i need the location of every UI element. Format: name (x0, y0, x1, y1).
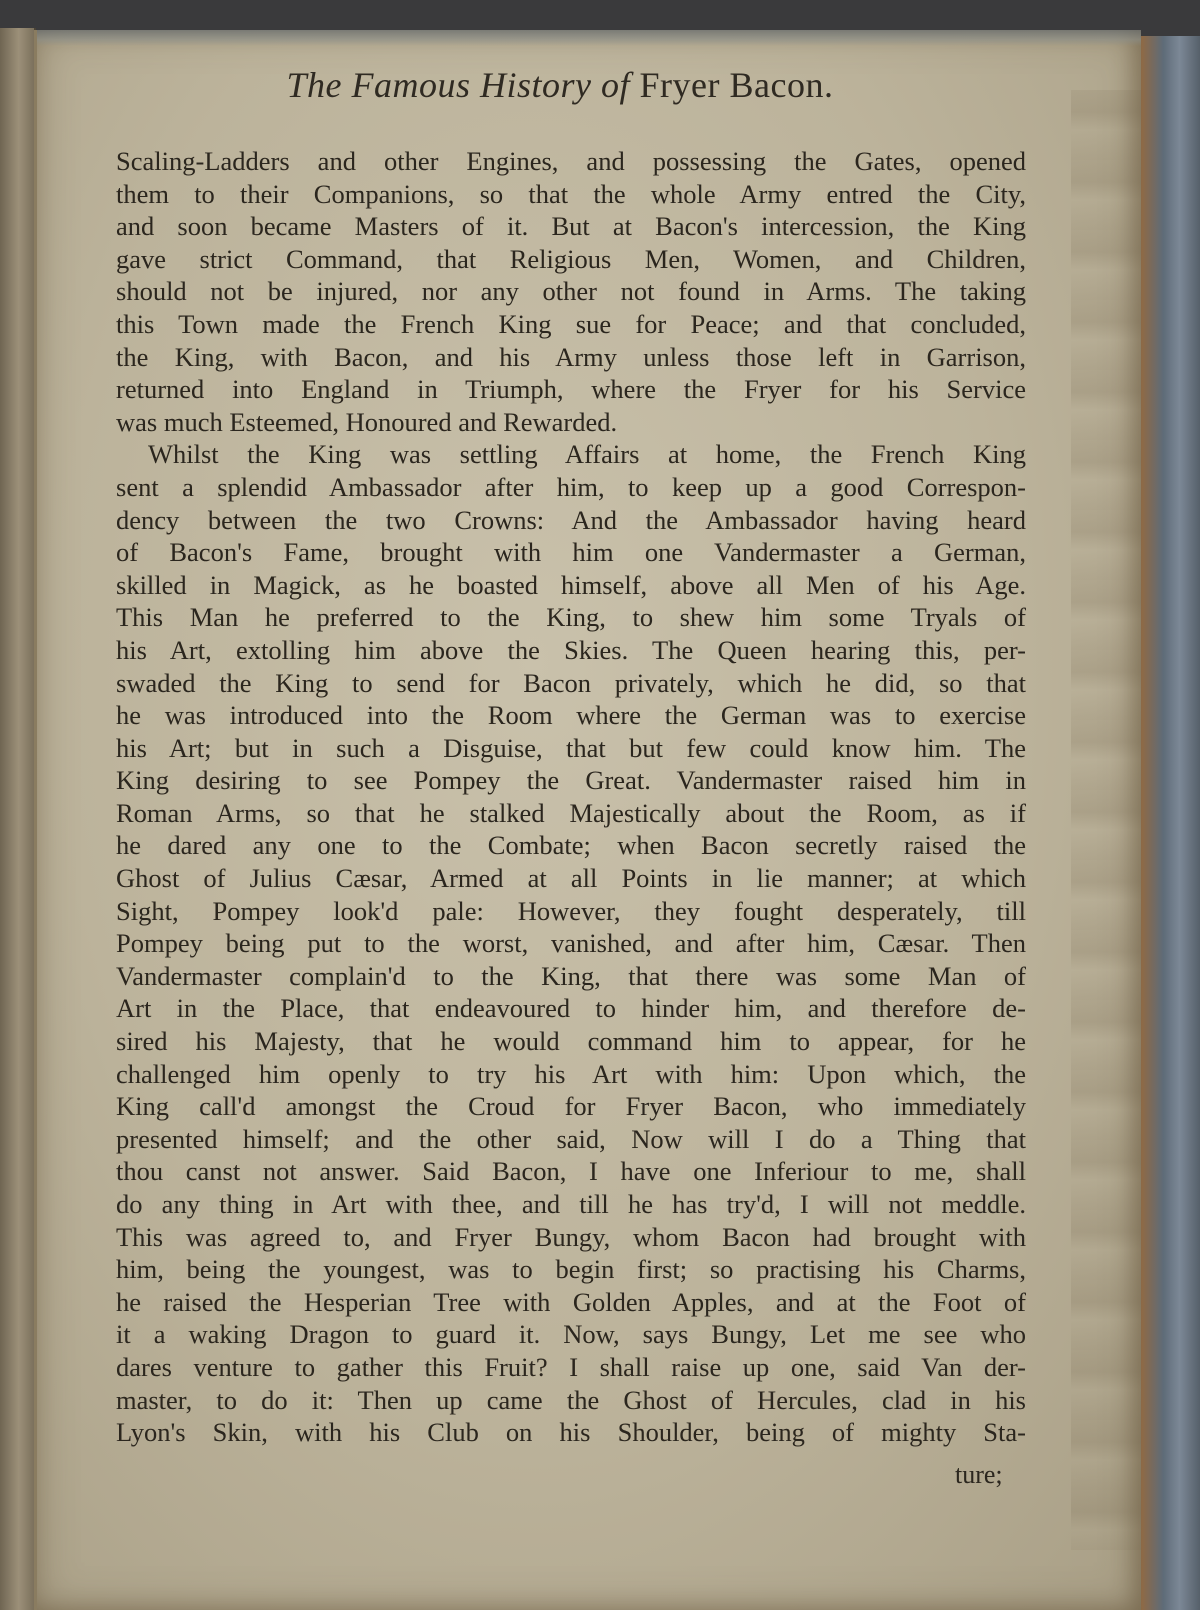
text-line: Art in the Place, that endeavoured to hinder him, and therefore de- (116, 993, 1026, 1024)
text-line: dency between the two Crowns: And the Ambassador having heard (116, 504, 1026, 535)
running-head (210, 64, 910, 106)
text-line: this Town made the French King sue for Peace; and that concluded, (116, 308, 1026, 339)
text-line: master, to do it: Then up came the Ghost of Hercules, clad in his (116, 1384, 1026, 1415)
page-top-strip (37, 30, 1141, 46)
text-line: gave strict Command, that Religious Men, Women, and Children, (116, 243, 1026, 274)
text-line: of Bacon's Fame, brought with him one Vandermaster a German, (116, 537, 1026, 568)
text-line: sent a splendid Ambassador after him, to keep up a good Correspon- (116, 471, 1026, 502)
running-head-italic: The Famous History of (286, 65, 631, 105)
text-line: skilled in Magick, as he boasted himself, above all Men of his Age. (116, 569, 1026, 600)
text-line: presented himself; and the other said, Now will I do a Thing that (116, 1123, 1026, 1154)
text-line: them to their Companions, so that the whole Army entred the City, (116, 178, 1026, 209)
text-line: This Man he preferred to the King, to shew him some Tryals of (116, 602, 1026, 633)
text-line: King desiring to see Pompey the Great. Vandermaster raised him in (116, 765, 1026, 796)
text-line: returned into England in Triumph, where the Fryer for his Service (116, 374, 1026, 405)
text-line: his Art; but in such a Disguise, that but few could know him. The (116, 732, 1026, 763)
text-line: was much Esteemed, Honoured and Rewarded. (116, 406, 618, 437)
catchword: ture; (955, 1460, 1003, 1489)
text-line: he dared any one to the Combate; when Bacon secretly raised the (116, 830, 1026, 861)
text-line: Whilst the King was settling Affairs at home, the French King (148, 439, 1026, 470)
body-text (116, 145, 1026, 1449)
text-line: it a waking Dragon to guard it. Now, says Bungy, Let me see who (116, 1319, 1026, 1350)
text-line: Lyon's Skin, with his Club on his Shoulder, being of mighty Sta- (116, 1417, 1026, 1448)
text-line: dares venture to gather this Fruit? I shall raise up one, said Van der- (116, 1351, 1026, 1382)
text-line: King call'd amongst the Croud for Fryer Bacon, who immediately (116, 1091, 1026, 1122)
text-line: he was introduced into the Room where the German was to exercise (116, 700, 1026, 731)
text-line: him, being the youngest, was to begin first; so practising his Charms, (116, 1254, 1026, 1285)
text-line: Pompey being put to the worst, vanished, and after him, Cæsar. Then (116, 928, 1026, 959)
text-line: This was agreed to, and Fryer Bungy, whom Bacon had brought with (116, 1221, 1026, 1252)
text-line: Ghost of Julius Cæsar, Armed at all Points in lie manner; at which (116, 863, 1026, 894)
text-line: and soon became Masters of it. But at Bacon's intercession, the King (116, 211, 1026, 242)
facing-page-edge (0, 28, 36, 1610)
text-line: his Art, extolling him above the Skies. The Queen hearing this, per- (116, 634, 1026, 665)
text-line: thou canst not answer. Said Bacon, I have one Inferiour to me, shall (116, 1156, 1026, 1187)
text-line: challenged him openly to try his Art with him: Upon which, the (116, 1058, 1026, 1089)
text-line: do any thing in Art with thee, and till he has try'd, I will not meddle. (116, 1189, 1026, 1219)
text-line: the King, with Bacon, and his Army unless those left in Garrison, (116, 341, 1026, 372)
running-head-roman: Fryer Bacon. (639, 65, 834, 105)
text-line: Roman Arms, so that he stalked Majestically about the Room, as if (116, 797, 1026, 828)
text-line: Vandermaster complain'd to the King, that there was some Man of (116, 960, 1026, 991)
margin-stains (1071, 90, 1141, 1550)
text-line: Scaling-Ladders and other Engines, and possessing the Gates, opened (116, 146, 1026, 176)
text-line: swaded the King to send for Bacon privately, which he did, so that (116, 667, 1026, 698)
text-line: he raised the Hesperian Tree with Golden Apples, and at the Foot of (116, 1286, 1026, 1317)
text-line: Sight, Pompey look'd pale: However, they fought desperately, till (116, 895, 1026, 926)
text-line: sired his Majesty, that he would command him to appear, for he (116, 1026, 1026, 1057)
text-line: should not be injured, nor any other not found in Arms. The taking (116, 276, 1026, 307)
